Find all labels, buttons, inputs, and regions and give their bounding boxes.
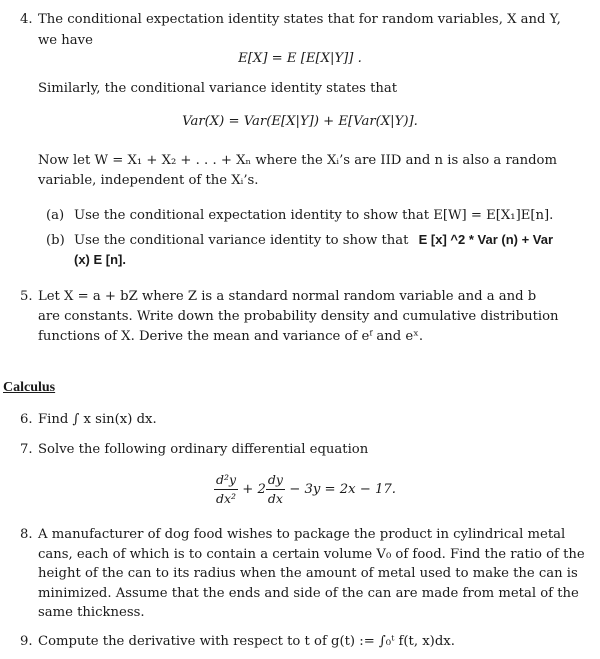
- q4-part-b-label: (b): [46, 233, 65, 248]
- q5-line2: are constants. Write down the probability density and cumulative distribution: [38, 309, 559, 324]
- q7-frac1-denominator: dx²: [216, 491, 237, 507]
- q8-line4: minimized. Assume that the ends and side of the can are made from metal of the: [38, 586, 579, 601]
- q4-equation-variance: Var(X) = Var(E[X|Y]) + E[Var(X|Y)].: [182, 114, 418, 129]
- q4-now-line1: Now let W = X₁ + X₂ + . . . + Xₙ where the Xᵢ’s are IID and n is also a random: [38, 153, 558, 168]
- q7-fraction-second-derivative: [214, 471, 238, 508]
- q7-number: 7.: [20, 442, 33, 457]
- q5-line3: functions of X. Derive the mean and variance of eᶠ and eˣ.: [38, 329, 424, 344]
- q6-text: Find ∫ x sin(x) dx.: [38, 412, 157, 427]
- q8-line1: A manufacturer of dog food wishes to package the product in cylindrical metal: [38, 527, 566, 542]
- q8-line3: height of the can to its radius when the amount of metal used to make the can is: [38, 566, 578, 581]
- q7-text: Solve the following ordinary differential equation: [38, 442, 369, 457]
- q7-frac2-numerator: dy: [266, 471, 285, 490]
- q4-intro-line1: The conditional expectation identity states that for random variables, X and Y,: [38, 12, 561, 27]
- q9-number: 9.: [20, 634, 33, 649]
- q4-part-a-text: Use the conditional expectation identity to show that E[W] = E[X₁]E[n].: [74, 208, 554, 223]
- q4-now-line2: variable, independent of the Xᵢ’s.: [38, 173, 259, 188]
- q5-line1: Let X = a + bZ where Z is a standard normal random variable and a and b: [38, 289, 537, 304]
- q7-frac1-numerator: d²y: [214, 471, 238, 490]
- q6-number: 6.: [20, 412, 33, 427]
- q9-text: Compute the derivative with respect to t of g(t) := ∫₀ᵗ f(t, x)dx.: [38, 634, 455, 649]
- q4-part-b-sentence: Use the conditional variance identity to show that: [74, 233, 409, 248]
- q4-equation-expectation: E[X] = E [E[X|Y]] .: [238, 51, 362, 66]
- q4-number: 4.: [20, 12, 33, 27]
- q8-line5: same thickness.: [38, 605, 145, 620]
- q4-intro-line2: we have: [38, 33, 93, 48]
- q8-number: 8.: [20, 527, 33, 542]
- q4-part-b-text: [74, 231, 553, 250]
- q7-plus-two: + 2: [242, 482, 266, 498]
- q7-differential-equation: [214, 471, 396, 508]
- q4-similarly-text: Similarly, the conditional variance identity states that: [38, 81, 398, 96]
- q8-line2: cans, each of which is to contain a certain volume V₀ of food. Find the ratio of the: [38, 547, 585, 562]
- q7-rest: − 3y = 2x − 17.: [289, 482, 396, 498]
- q4-part-b-mixed-line2: (x) E [n].: [74, 252, 126, 267]
- section-title-calculus: Calculus: [3, 380, 56, 395]
- q4-part-a-label: (a): [46, 208, 65, 223]
- q7-frac2-denominator: dx: [267, 491, 283, 507]
- q4-part-b-mixed-line1: E [x] ^2 * Var (n) + Var: [418, 232, 554, 247]
- q5-number: 5.: [20, 289, 33, 304]
- q7-fraction-first-derivative: [266, 471, 285, 508]
